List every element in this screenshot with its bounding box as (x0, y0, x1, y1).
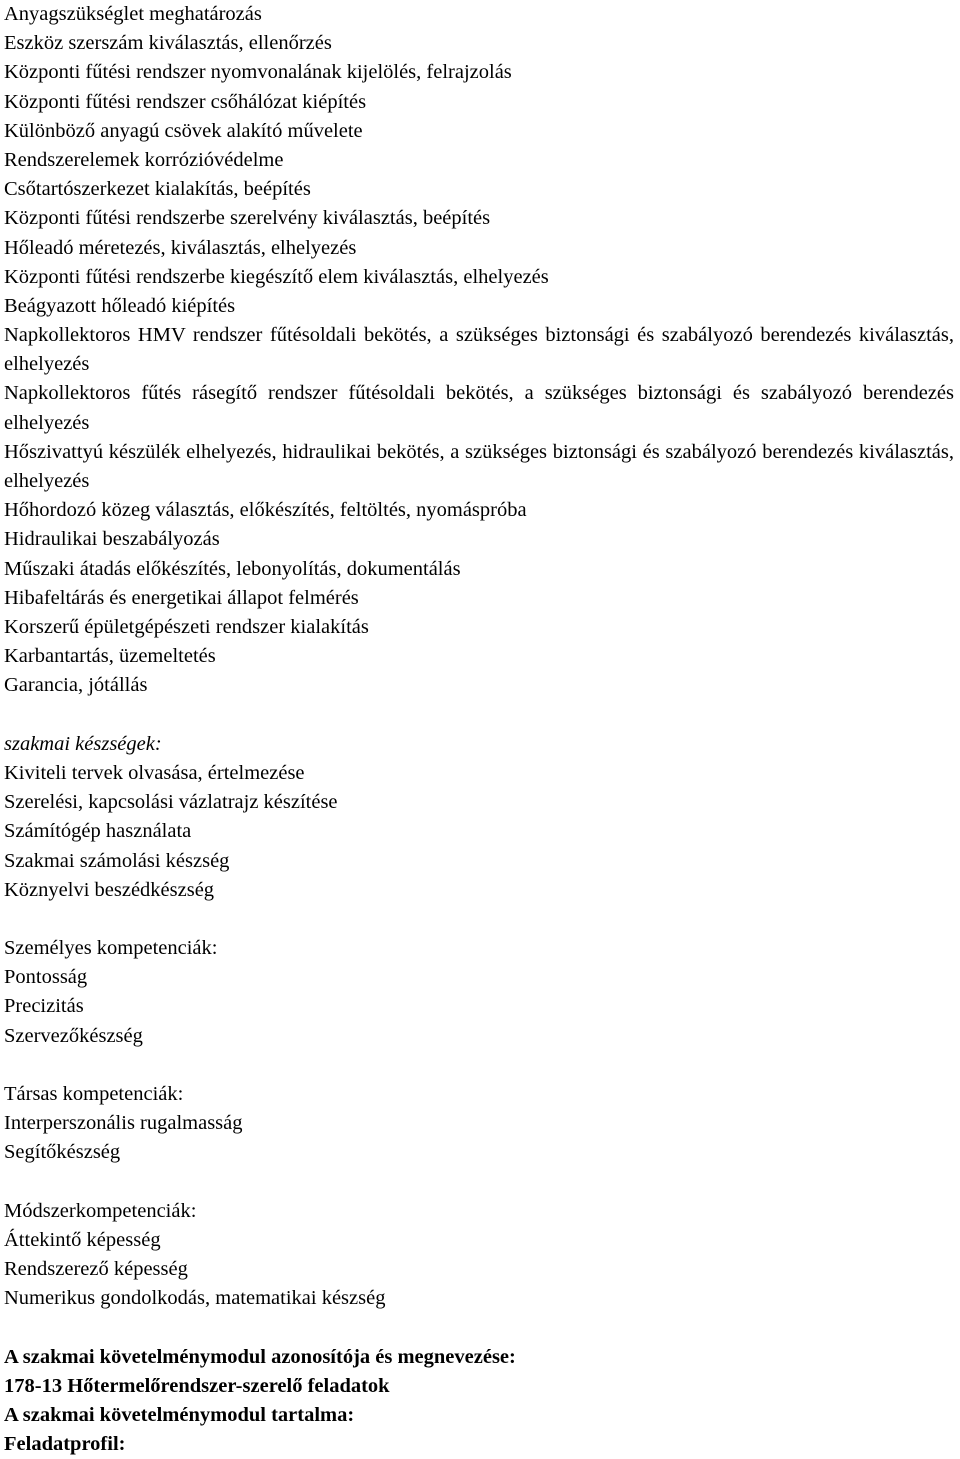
method-competencies-section (4, 1197, 954, 1314)
document-page (4, 0, 954, 1459)
list-item: Korszerű épületgépészeti rendszer kialakítás (4, 616, 369, 639)
spacer (4, 1051, 954, 1080)
list-item: Precizitás (4, 995, 84, 1018)
list-item: Központi fűtési rendszer nyomvonalának kijelölés, felrajzolás (4, 61, 512, 84)
module-content-label: A szakmai követelménymodul tartalma: (4, 1404, 355, 1427)
list-item: Kiviteli tervek olvasása, értelmezése (4, 761, 305, 784)
module-profile-label: Feladatprofil: (4, 1433, 126, 1456)
spacer (4, 701, 954, 730)
list-item: Garancia, jótállás (4, 674, 148, 697)
list-item: Napkollektoros HMV rendszer fűtésoldali bekötés, a szükséges biztonsági és szabályozó berendezés kiválasztás, elhelyezés (4, 324, 954, 376)
list-item: Hőhordozó közeg választás, előkészítés, feltöltés, nyomáspróba (4, 499, 527, 522)
list-item: Hőleadó méretezés, kiválasztás, elhelyezés (4, 236, 357, 259)
professional-skills-section (4, 730, 954, 905)
list-item: Köznyelvi beszédkészség (4, 878, 215, 901)
spacer (4, 1314, 954, 1343)
list-item: Különböző anyagú csövek alakító művelete (4, 119, 363, 142)
section-heading: szakmai készségek: (4, 732, 162, 755)
list-item: Szerelési, kapcsolási vázlatrajz készítése (4, 791, 338, 814)
list-item: Áttekintő képesség (4, 1228, 161, 1251)
list-item: Anyagszükséglet meghatározás (4, 3, 262, 25)
list-item: Szakmai számolási készség (4, 849, 230, 872)
list-item: Segítőkészség (4, 1141, 121, 1164)
section-heading: Társas kompetenciák: (4, 1083, 184, 1106)
personal-competencies-section (4, 934, 954, 1051)
list-item: Hibafeltárás és energetikai állapot felmérés (4, 586, 359, 609)
social-competencies-section (4, 1080, 954, 1168)
list-item: Műszaki átadás előkészítés, lebonyolítás, dokumentálás (4, 557, 461, 580)
module-id-label: A szakmai követelménymodul azonosítója és megnevezése: (4, 1345, 516, 1368)
list-item: Központi fűtési rendszerbe szerelvény kiválasztás, beépítés (4, 207, 491, 230)
list-item: Szervezőkészség (4, 1024, 143, 1047)
module-id-value: 178-13 Hőtermelőrendszer-szerelő feladatok (4, 1374, 390, 1397)
spacer (4, 1168, 954, 1197)
list-item: Napkollektoros fűtés rásegítő rendszer fűtésoldali bekötés, a szükséges biztonsági és szabályozó berendezés elhelyezés (4, 382, 954, 434)
section-heading: Személyes kompetenciák: (4, 937, 218, 960)
spacer (4, 905, 954, 934)
list-item: Interperszonális rugalmasság (4, 1112, 243, 1135)
task-list (4, 0, 954, 701)
module-section (4, 1343, 954, 1459)
section-heading: Módszerkompetenciák: (4, 1199, 197, 1222)
list-item: Központi fűtési rendszerbe kiegészítő elem kiválasztás, elhelyezés (4, 265, 549, 288)
list-item: Hőszivattyú készülék elhelyezés, hidraulikai bekötés, a szükséges biztonsági és szabályozó berendezés kiválasztás, elhelyezés (4, 440, 954, 493)
list-item: Beágyazott hőleadó kiépítés (4, 294, 236, 317)
list-item: Hidraulikai beszabályozás (4, 528, 220, 551)
list-item: Eszköz szerszám kiválasztás, ellenőrzés (4, 32, 332, 55)
list-item: Csőtartószerkezet kialakítás, beépítés (4, 178, 311, 201)
list-item: Központi fűtési rendszer csőhálózat kiépítés (4, 90, 367, 113)
list-item: Pontosság (4, 966, 88, 989)
list-item: Rendszerező képesség (4, 1258, 188, 1281)
list-item: Rendszerelemek korrózióvédelme (4, 148, 284, 171)
list-item: Számítógép használata (4, 820, 192, 843)
list-item: Numerikus gondolkodás, matematikai készség (4, 1287, 386, 1310)
list-item: Karbantartás, üzemeltetés (4, 645, 216, 668)
